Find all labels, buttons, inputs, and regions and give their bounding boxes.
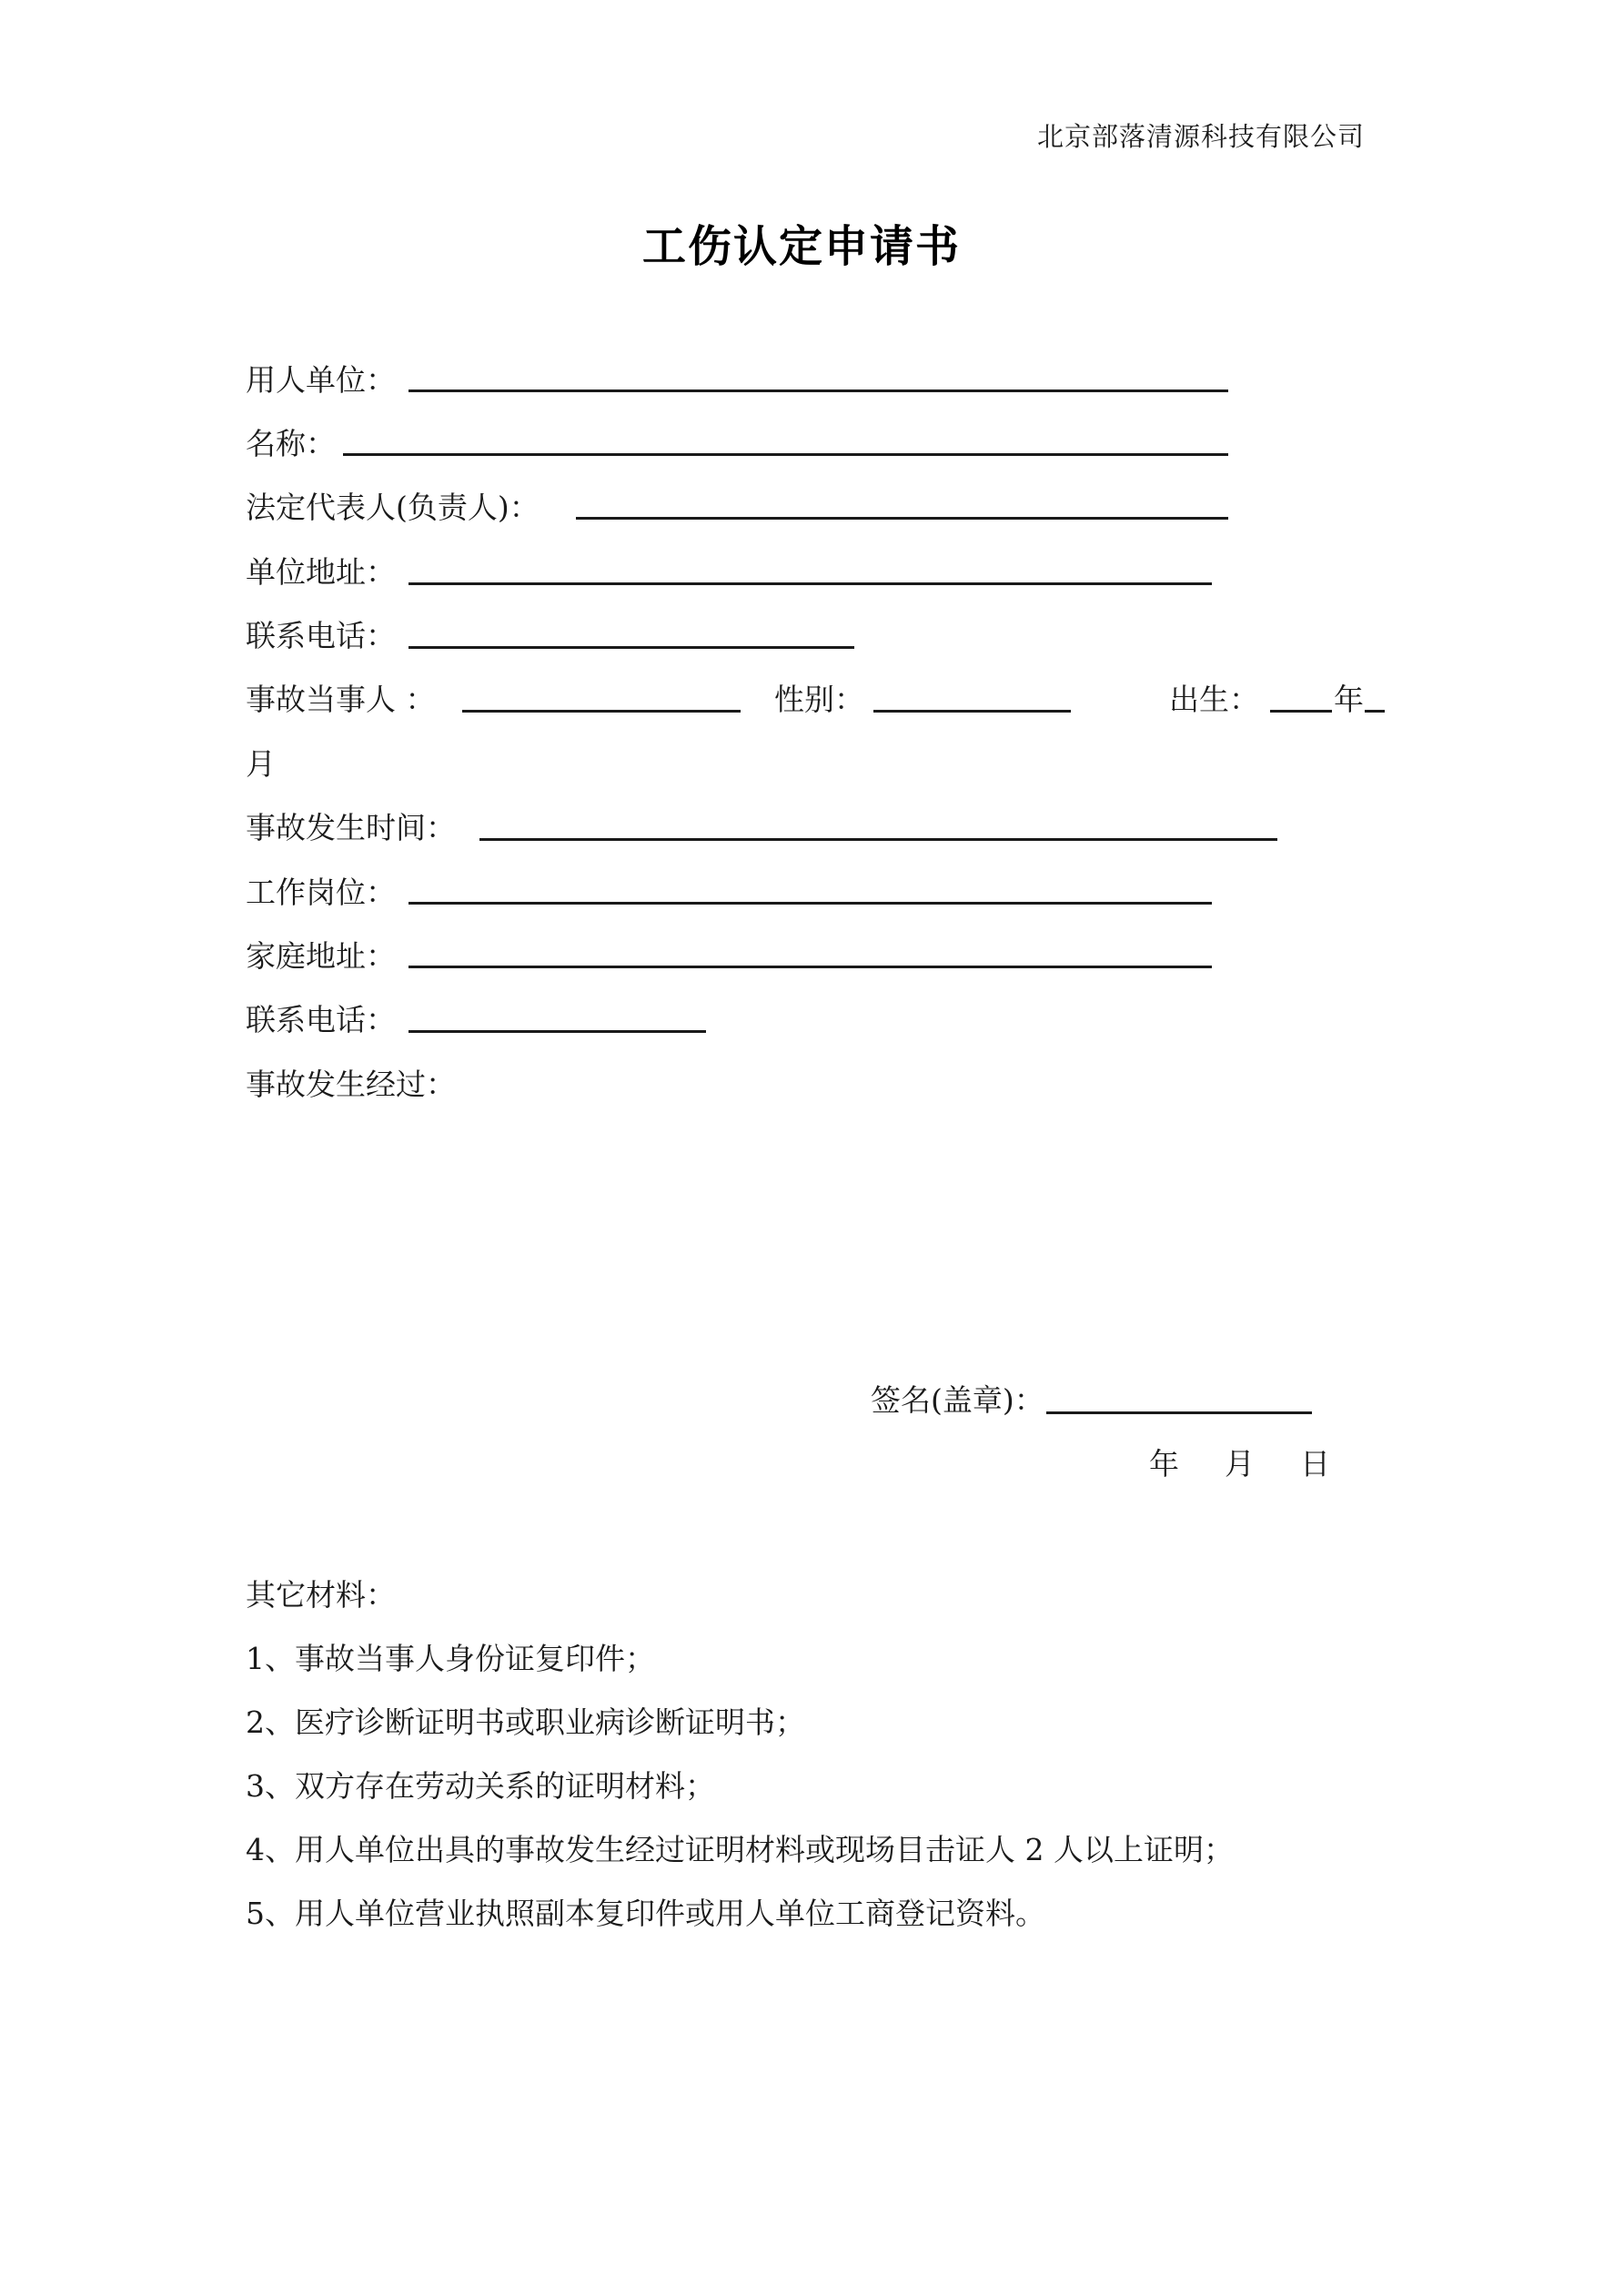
birth-month-unit: 月 [246, 746, 276, 782]
materials-item: 3、双方存在劳动关系的证明材料； [246, 1768, 715, 1804]
employer-phone-field-line[interactable] [409, 646, 854, 649]
materials-item: 2、医疗诊断证明书或职业病诊断证明书； [246, 1704, 805, 1740]
company-name: 北京部落清源科技有限公司 [1037, 121, 1366, 152]
employer-field-line[interactable] [409, 389, 1228, 392]
personal-phone-label: 联系电话： [246, 1002, 396, 1037]
employer-label: 用人单位： [246, 362, 396, 398]
birth-label: 出生： [1169, 682, 1259, 717]
signature-field-line[interactable] [1046, 1411, 1312, 1414]
employer-phone-label: 联系电话： [246, 618, 396, 653]
birth-year-unit: 年 [1334, 682, 1364, 717]
accident-time-field-line[interactable] [479, 838, 1277, 841]
legal-rep-field-line[interactable] [576, 517, 1228, 520]
home-address-label: 家庭地址： [246, 938, 396, 974]
signature-year: 年 [1149, 1446, 1179, 1482]
materials-item: 1、事故当事人身份证复印件； [246, 1641, 655, 1676]
document-title: 工伤认定申请书 [642, 221, 962, 272]
materials-item: 5、用人单位营业执照副本复印件或用人单位工商登记资料。 [246, 1896, 1045, 1931]
personal-phone-field-line[interactable] [409, 1030, 706, 1033]
legal-rep-label: 法定代表人(负责人)： [246, 490, 540, 525]
employer-address-label: 单位地址： [246, 554, 396, 590]
accident-process-label: 事故发生经过： [246, 1067, 456, 1102]
injured-person-field-line[interactable] [462, 710, 741, 713]
injured-person-label: 事故当事人 ： [246, 682, 436, 717]
materials-item: 4、用人单位出具的事故发生经过证明材料或现场目击证人 2 人以上证明； [246, 1832, 1234, 1867]
signature-label: 签名(盖章)： [871, 1382, 1044, 1418]
job-position-label: 工作岗位： [246, 875, 396, 910]
name-field-line[interactable] [343, 453, 1228, 456]
materials-heading: 其它材料： [246, 1577, 396, 1613]
accident-time-label: 事故发生时间： [246, 810, 456, 845]
job-position-field-line[interactable] [409, 902, 1212, 905]
accident-process-area[interactable] [246, 1106, 1383, 1351]
name-label: 名称： [246, 426, 336, 461]
home-address-field-line[interactable] [409, 966, 1212, 968]
birth-month-field-line[interactable] [1365, 710, 1385, 713]
signature-month: 月 [1225, 1446, 1255, 1482]
signature-day: 日 [1300, 1446, 1330, 1482]
gender-label: 性别： [774, 682, 864, 717]
gender-field-line[interactable] [873, 710, 1071, 713]
employer-address-field-line[interactable] [409, 582, 1212, 585]
birth-year-field-line[interactable] [1270, 710, 1332, 713]
